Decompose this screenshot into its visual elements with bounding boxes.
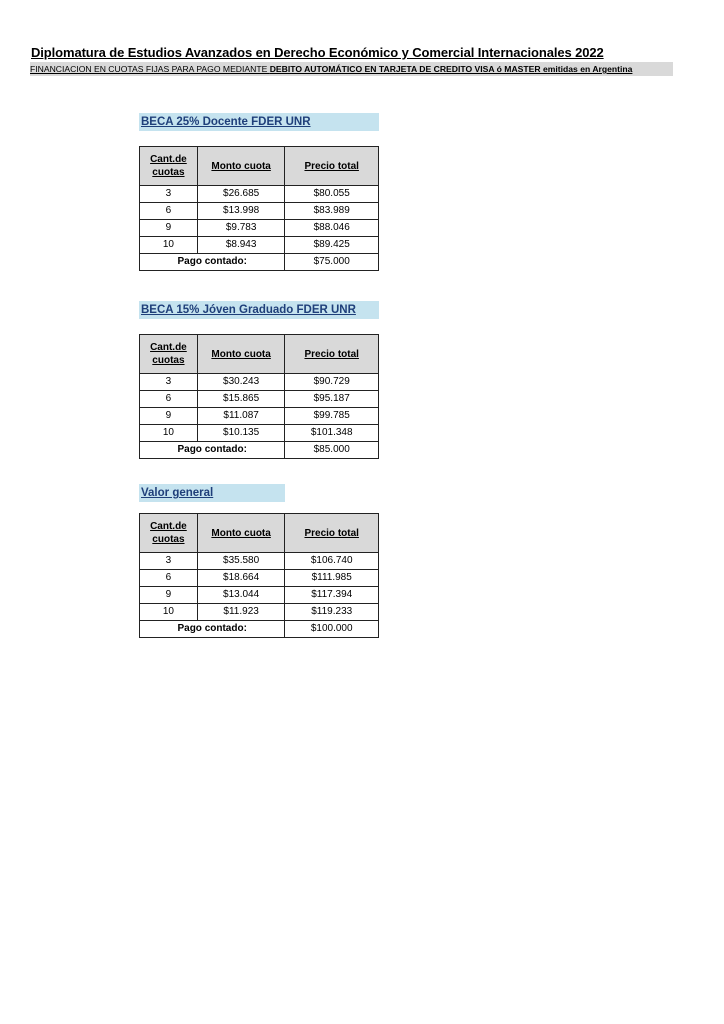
table-row (140, 374, 379, 391)
cell-cuotas: 6 (140, 570, 198, 587)
contado-label: Pago contado: (140, 442, 285, 459)
cell-monto: $10.135 (197, 425, 285, 442)
header-monto-cuota: Monto cuota (197, 514, 285, 553)
table-row (140, 587, 379, 604)
cell-cuotas: 10 (140, 237, 198, 254)
cell-monto: $35.580 (197, 553, 285, 570)
header-precio-total: Precio total (285, 514, 379, 553)
subtitle-plain-text: FINANCIACION EN CUOTAS FIJAS PARA PAGO MEDIANTE (30, 64, 270, 74)
table-row (140, 570, 379, 587)
cell-monto: $9.783 (197, 220, 285, 237)
cell-monto: $30.243 (197, 374, 285, 391)
cell-monto: $15.865 (197, 391, 285, 408)
table-row (140, 203, 379, 220)
cell-monto: $8.943 (197, 237, 285, 254)
financing-table-beca-docente (139, 146, 379, 271)
subtitle-bold-text: DEBITO AUTOMÁTICO EN TARJETA DE CREDITO VISA ó MASTER emitidas en Argentina (269, 64, 633, 74)
header-precio-total: Precio total (285, 147, 379, 186)
cell-cuotas: 9 (140, 220, 198, 237)
cell-total: $80.055 (285, 186, 379, 203)
header-monto-cuota: Monto cuota (197, 335, 285, 374)
cell-total: $99.785 (285, 408, 379, 425)
cell-monto: $13.998 (197, 203, 285, 220)
cell-monto: $26.685 (197, 186, 285, 203)
table-header-row (140, 514, 379, 553)
cell-cuotas: 6 (140, 203, 198, 220)
table-row (140, 553, 379, 570)
cell-cuotas: 10 (140, 425, 198, 442)
section-label-beca-graduado: BECA 15% Jóven Graduado FDER UNR (139, 301, 379, 319)
table-header-row (140, 335, 379, 374)
table-header-row (140, 147, 379, 186)
financing-table-valor-general (139, 513, 379, 638)
contado-label: Pago contado: (140, 254, 285, 271)
cell-total: $111.985 (285, 570, 379, 587)
header-precio-total: Precio total (285, 335, 379, 374)
cell-total: $119.233 (285, 604, 379, 621)
cell-total: $83.989 (285, 203, 379, 220)
header-cant-cuotas: Cant.de cuotas (140, 335, 198, 374)
header-cant-cuotas: Cant.de cuotas (140, 147, 198, 186)
page-title: Diplomatura de Estudios Avanzados en Derecho Económico y Comercial Internacionales 2022 (31, 45, 604, 60)
contado-value: $85.000 (285, 442, 379, 459)
table-row (140, 425, 379, 442)
table-row (140, 604, 379, 621)
cell-monto: $11.087 (197, 408, 285, 425)
section-label-beca-docente: BECA 25% Docente FDER UNR (139, 113, 379, 131)
cell-monto: $11.923 (197, 604, 285, 621)
contado-row (140, 621, 379, 638)
table-row (140, 220, 379, 237)
table-row (140, 408, 379, 425)
contado-value: $75.000 (285, 254, 379, 271)
cell-cuotas: 9 (140, 408, 198, 425)
contado-row (140, 254, 379, 271)
table-row (140, 237, 379, 254)
cell-monto: $18.664 (197, 570, 285, 587)
cell-total: $95.187 (285, 391, 379, 408)
cell-total: $106.740 (285, 553, 379, 570)
header-monto-cuota: Monto cuota (197, 147, 285, 186)
cell-cuotas: 6 (140, 391, 198, 408)
cell-cuotas: 3 (140, 374, 198, 391)
table-row (140, 186, 379, 203)
cell-cuotas: 3 (140, 553, 198, 570)
contado-label: Pago contado: (140, 621, 285, 638)
cell-cuotas: 10 (140, 604, 198, 621)
table-row (140, 391, 379, 408)
cell-total: $101.348 (285, 425, 379, 442)
cell-total: $89.425 (285, 237, 379, 254)
cell-monto: $13.044 (197, 587, 285, 604)
section-label-valor-general: Valor general (139, 484, 285, 502)
contado-row (140, 442, 379, 459)
cell-total: $117.394 (285, 587, 379, 604)
cell-cuotas: 9 (140, 587, 198, 604)
header-cant-cuotas: Cant.de cuotas (140, 514, 198, 553)
cell-total: $90.729 (285, 374, 379, 391)
financing-table-beca-graduado (139, 334, 379, 459)
cell-cuotas: 3 (140, 186, 198, 203)
contado-value: $100.000 (285, 621, 379, 638)
page-subtitle (30, 62, 673, 76)
cell-total: $88.046 (285, 220, 379, 237)
